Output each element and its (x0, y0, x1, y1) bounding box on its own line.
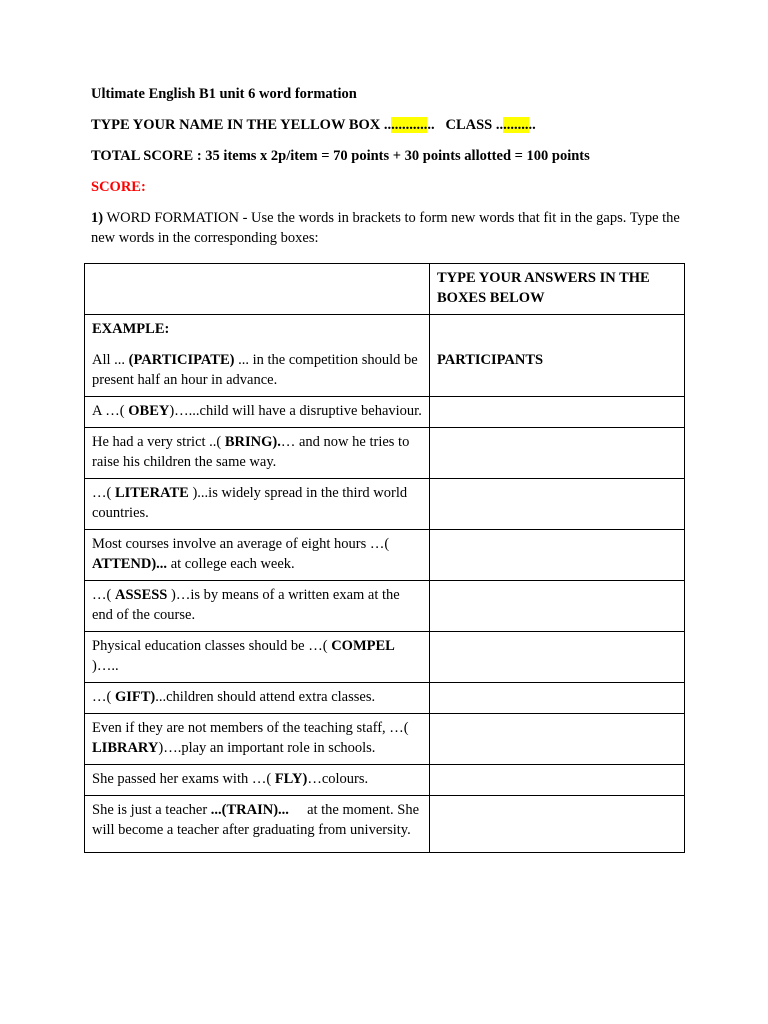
table-header-row (85, 264, 685, 315)
bracket-word: LIBRARY (92, 740, 159, 756)
bracket-word: BRING). (224, 434, 281, 450)
sentence-text-after: )...is widely spread in the third world countries. (92, 485, 408, 521)
exercise-number: 1) (91, 210, 104, 226)
example-answer-cell (430, 315, 685, 397)
table-row (85, 632, 685, 683)
sentence-text-before: …( (92, 689, 115, 705)
name-prompt: TYPE YOUR NAME IN THE YELLOW BOX (91, 117, 384, 133)
bracket-word: FLY) (274, 771, 308, 787)
answer-box[interactable] (430, 765, 685, 796)
table-row (85, 796, 685, 853)
table-row (85, 581, 685, 632)
name-yellow-box[interactable]: .......... (391, 117, 428, 133)
bracket-word: LITERATE (114, 485, 189, 501)
header-empty-cell (85, 264, 430, 315)
sentence-cell (85, 683, 430, 714)
example-sentence-cell (85, 315, 430, 397)
answer-box[interactable] (430, 714, 685, 765)
bracket-word: OBEY (128, 403, 170, 419)
instructions-text: WORD FORMATION - Use the words in brackets to form new words that fit in the gaps. Type the new words in the corresponding boxes: (91, 210, 680, 246)
answer-box[interactable] (430, 428, 685, 479)
sentence-text-before: …( (92, 485, 115, 501)
example-text-after: ... in the competition should be present half an hour in advance. (92, 352, 418, 388)
sentence-text-before: He had a very strict ..( (92, 434, 225, 450)
sentence-text-after: )….play an important role in schools. (158, 740, 376, 756)
sentence-text-before: She is just a teacher (92, 802, 211, 818)
instructions (91, 208, 691, 248)
answer-box[interactable] (430, 683, 685, 714)
example-word: (PARTICIPATE) (128, 352, 235, 368)
class-yellow-box[interactable]: ....... (503, 117, 529, 133)
example-text-before: All ... (92, 352, 129, 368)
name-class-line (91, 115, 691, 135)
score-label: SCORE: (91, 179, 146, 195)
sentence-text-after: )….. (92, 658, 119, 674)
table-row (85, 714, 685, 765)
name-dots-after: .. (427, 117, 435, 133)
answer-box[interactable] (430, 581, 685, 632)
sentence-text-before: Most courses involve an average of eight hours …( (92, 536, 390, 552)
sentence-cell (85, 581, 430, 632)
example-sentence (92, 350, 422, 390)
bracket-word: ASSESS (114, 587, 168, 603)
total-score-line: TOTAL SCORE : 35 items x 2p/item = 70 points + 30 points allotted = 100 points (91, 148, 590, 164)
name-dots-before: .. (383, 117, 392, 133)
answer-box[interactable] (430, 479, 685, 530)
sentence-cell (85, 397, 430, 428)
class-dots-after: .. (528, 117, 536, 133)
worksheet-title: Ultimate English B1 unit 6 word formation (91, 86, 357, 102)
sentence-cell (85, 530, 430, 581)
sentence-cell (85, 632, 430, 683)
answer-box[interactable] (430, 632, 685, 683)
sentence-text-after: …colours. (307, 771, 369, 787)
sentence-text-before: Physical education classes should be …( (92, 638, 332, 654)
sentence-text-after: at the moment. She will become a teacher after graduating from university. (92, 802, 423, 838)
sentence-text-before: She passed her exams with …( (92, 771, 275, 787)
answer-box[interactable] (430, 530, 685, 581)
sentence-text-after: )…...child will have a disruptive behaviour. (169, 403, 422, 419)
table-row (85, 683, 685, 714)
bracket-word: COMPEL (331, 638, 395, 654)
example-answer: PARTICIPANTS (437, 352, 544, 368)
sentence-text-before: A …( (92, 403, 129, 419)
sentence-text-before: …( (92, 587, 115, 603)
bracket-word: ATTEND)... (92, 556, 168, 572)
answer-box[interactable] (430, 397, 685, 428)
table-row (85, 428, 685, 479)
sentence-text-after: at college each week. (167, 556, 295, 572)
table-row (85, 765, 685, 796)
table-row (85, 530, 685, 581)
sentence-cell (85, 765, 430, 796)
answer-box[interactable] (430, 796, 685, 853)
bracket-word: ...(TRAIN)... (210, 802, 289, 818)
sentence-cell (85, 714, 430, 765)
sentence-text-after: )…is by means of a written exam at the end of the course. (92, 587, 400, 623)
bracket-word: GIFT) (114, 689, 156, 705)
table-row (85, 479, 685, 530)
word-formation-table (84, 263, 685, 853)
sentence-cell (85, 479, 430, 530)
sentence-cell (85, 428, 430, 479)
class-dots-before: .. (495, 117, 504, 133)
document-header (91, 84, 691, 260)
sentence-text-after: … and now he tries to raise his children the same way. (92, 434, 410, 470)
answer-column-header: TYPE YOUR ANSWERS IN THE BOXES BELOW (430, 264, 685, 315)
sentence-text-after: ...children should attend extra classes. (155, 689, 376, 705)
class-prompt: CLASS (445, 117, 496, 133)
example-row (85, 315, 685, 397)
example-label: EXAMPLE: (92, 321, 170, 337)
sentence-cell (85, 796, 430, 853)
table-row (85, 397, 685, 428)
sentence-text-before: Even if they are not members of the teaching staff, …( (92, 720, 409, 736)
